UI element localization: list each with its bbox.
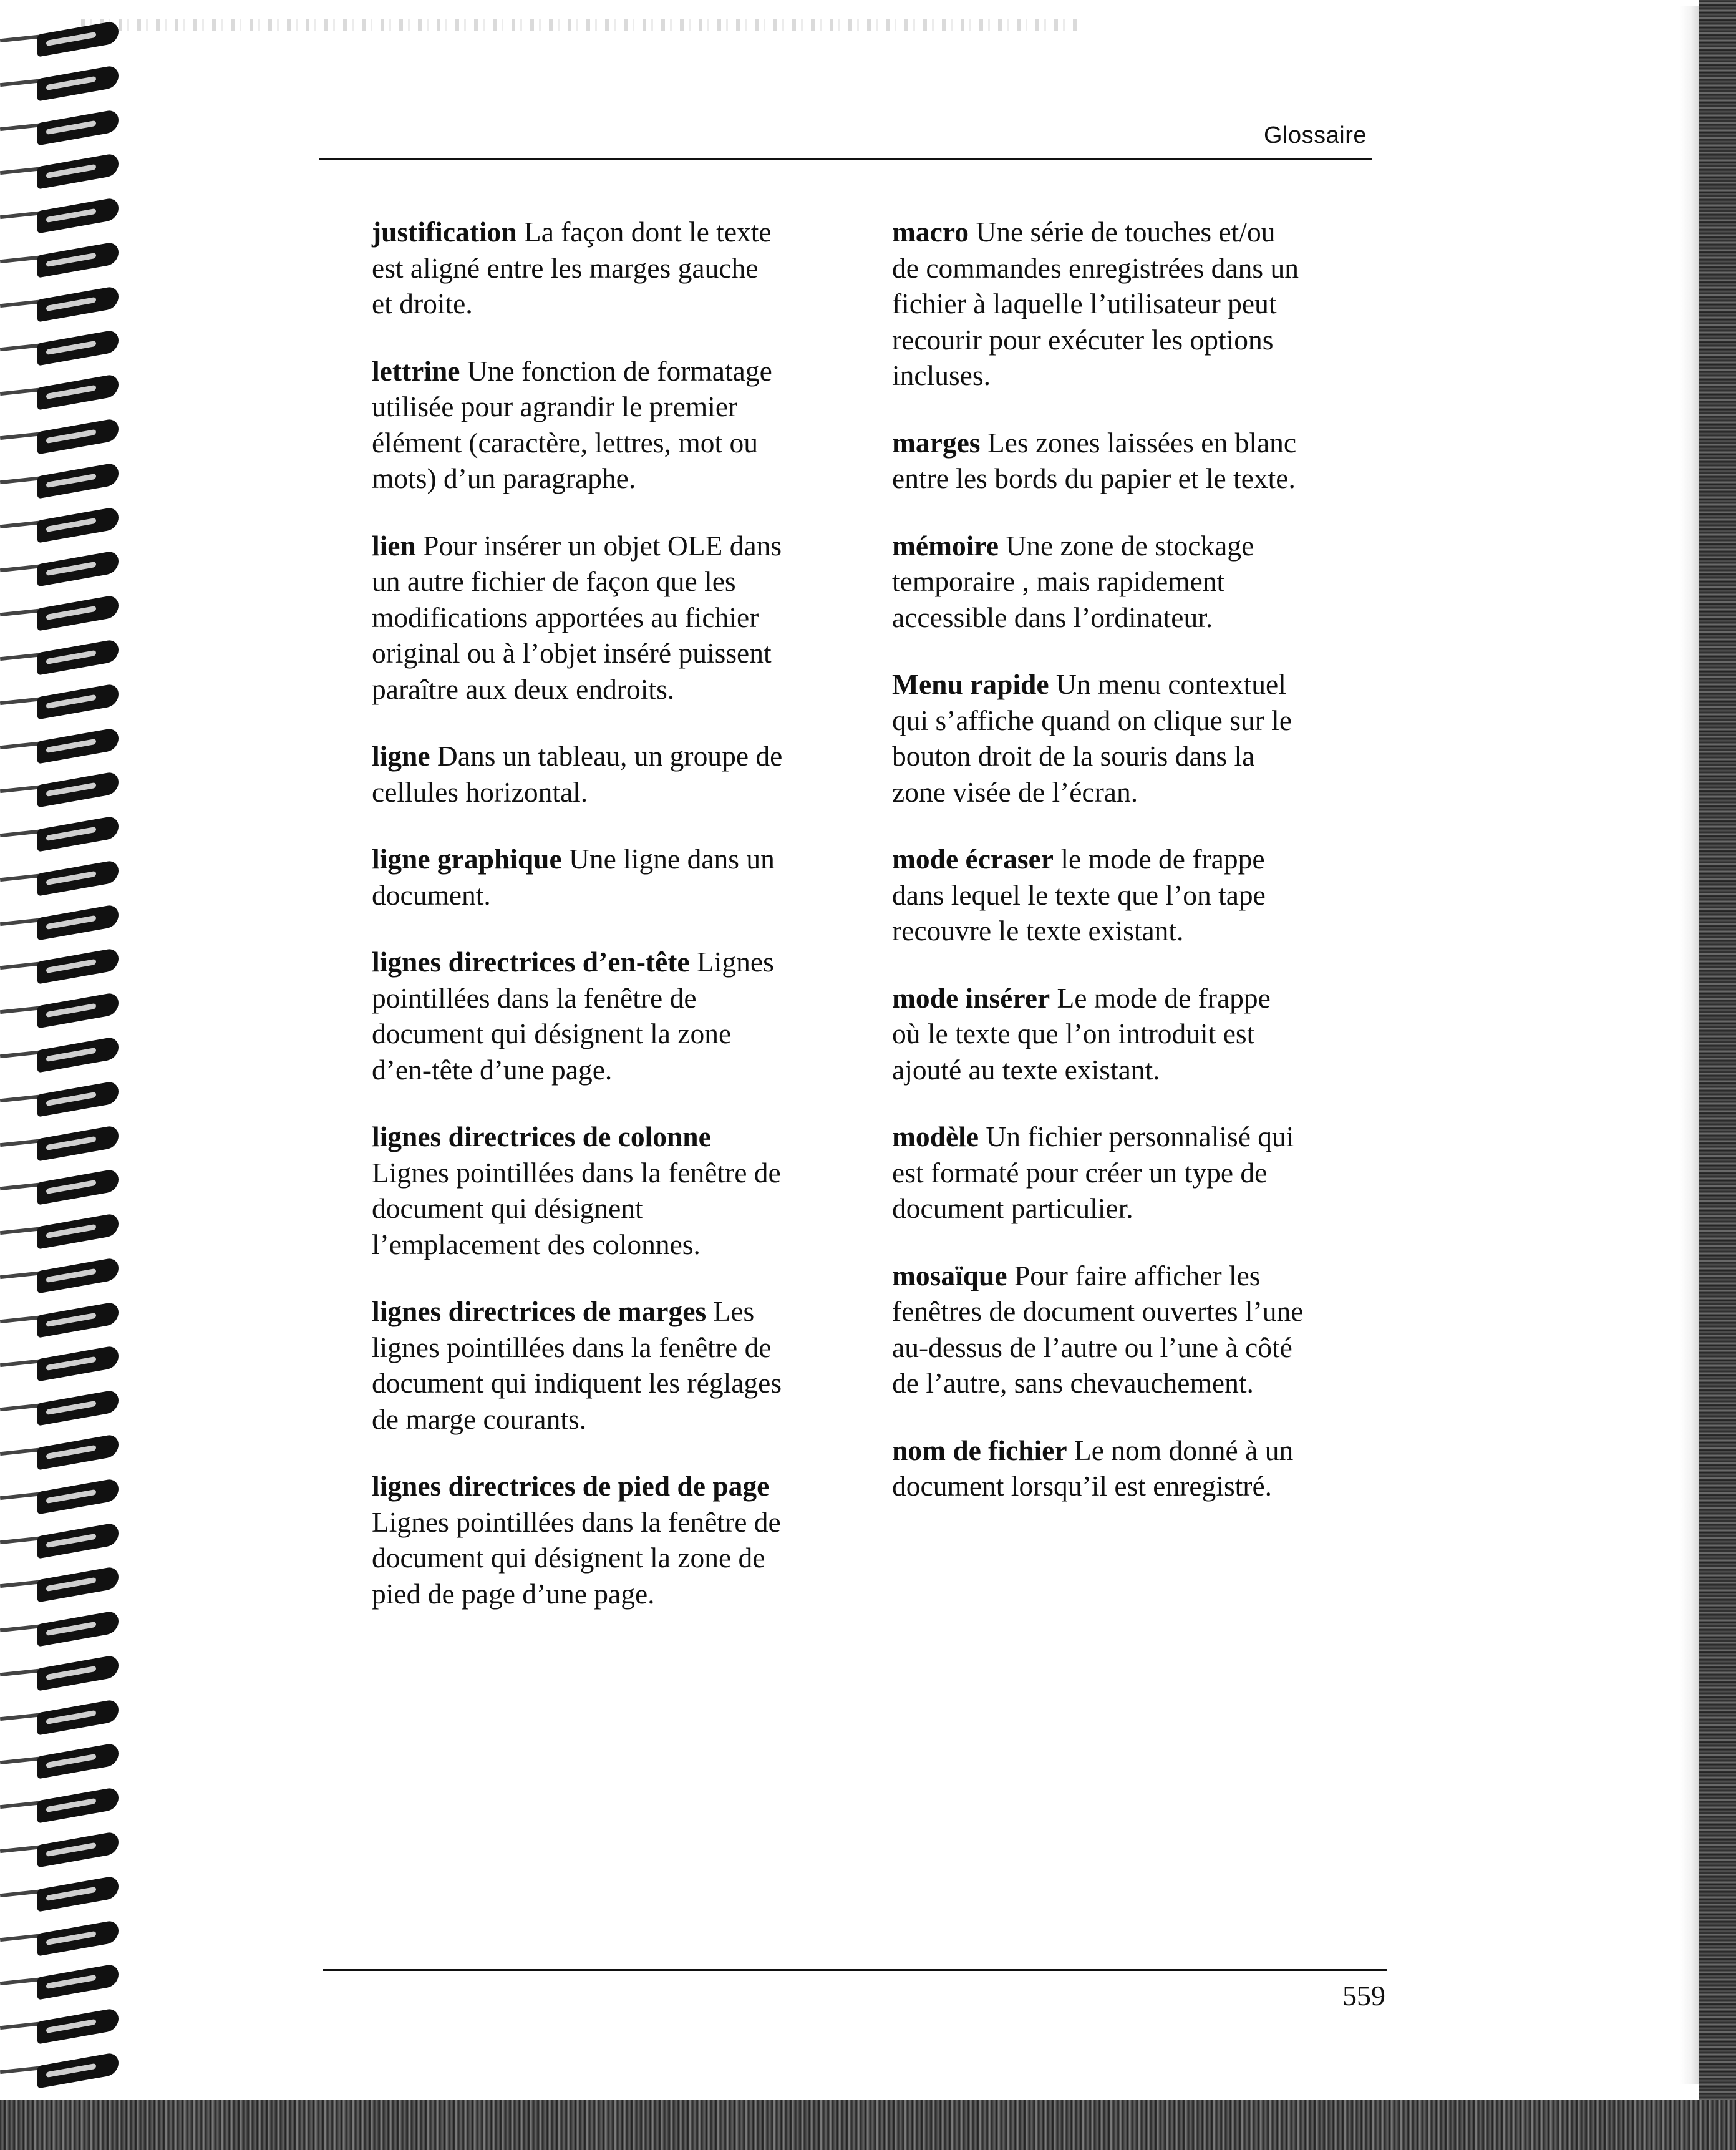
binding-coil (0, 952, 125, 980)
binding-coil (0, 1570, 125, 1598)
binding-coil (0, 1703, 125, 1731)
binding-coil (0, 2012, 125, 2040)
glossary-column-left (372, 214, 783, 1643)
glossary-entry (892, 980, 1304, 1088)
glossary-entry (892, 841, 1304, 949)
binding-coil (0, 1791, 125, 1819)
glossary-entry (372, 353, 783, 497)
binding-coil (0, 1659, 125, 1686)
binding-coil (0, 996, 125, 1024)
glossary-term: lignes directrices de pied de page (372, 1470, 770, 1502)
glossary-definition: Une zone de stockage temporaire , mais rapidement accessible dans l’ordinateur. (892, 529, 1254, 633)
glossary-entry (892, 528, 1304, 636)
binding-coil (0, 290, 125, 318)
binding-coil (0, 114, 125, 141)
glossary-entry (892, 1258, 1304, 1401)
scan-edge-right (1699, 0, 1736, 2150)
glossary-entry (372, 1119, 783, 1262)
glossary-term: mosaïque (892, 1259, 1007, 1291)
glossary-term: modèle (892, 1121, 979, 1152)
glossary-definition: Un fichier personnalisé qui est formaté pour créer un type de document particulier. (892, 1121, 1294, 1224)
binding-coil (0, 1527, 125, 1554)
binding-coil (0, 1306, 125, 1333)
glossary-term: macro (892, 216, 969, 248)
binding-coil (0, 1747, 125, 1774)
glossary-term: lignes directrices d’en-tête (372, 946, 690, 978)
glossary-term: ligne graphique (372, 843, 562, 875)
glossary-definition: Les zones laissées en blanc entre les bords du papier et le texte. (892, 426, 1297, 494)
glossary-term: ligne (372, 740, 430, 772)
binding-coil (0, 1262, 125, 1289)
glossary-entry (892, 1433, 1304, 1504)
glossary-entry (372, 944, 783, 1087)
binding-coil (0, 1880, 125, 1907)
glossary-column-right (892, 214, 1304, 1535)
binding-coil (0, 1350, 125, 1377)
binding-coil (0, 776, 125, 803)
glossary-term: Menu rapide (892, 668, 1049, 700)
binding-coil (0, 599, 125, 626)
glossary-definition: Lignes pointillées dans la fenêtre de document qui désignent la zone de pied de page d’une page. (372, 1505, 781, 1610)
binding-coil (0, 1836, 125, 1863)
binding-coil (0, 555, 125, 582)
binding-coil (0, 334, 125, 361)
binding-coil (0, 1173, 125, 1200)
glossary-term: mode insérer (892, 981, 1050, 1014)
glossary-term: nom de fichier (892, 1434, 1067, 1466)
binding-coil (0, 1041, 125, 1068)
binding-coil (0, 864, 125, 892)
glossary-entry (372, 214, 783, 322)
binding-coil (0, 511, 125, 538)
glossary-definition: Lignes pointillées dans la fenêtre de document qui désignent la zone d’en-tête d’une page. (372, 946, 774, 1086)
glossary-definition: Pour faire afficher les fenêtres de document ouvertes l’une au-dessus de l’autre ou l’une à côté de l’autre, sans chevauchement. (892, 1259, 1304, 1399)
glossary-definition: Pour insérer un objet OLE dans un autre fichier de façon que les modifications apportées au fichier original ou à l’objet inséré puissent paraître aux deux endroits. (372, 529, 782, 705)
glossary-definition: Le mode de frappe où le texte que l’on introduit est ajouté au texte existant. (892, 981, 1271, 1086)
glossary-definition: Les lignes pointillées dans la fenêtre de document qui indiquent les réglages de marge courants. (372, 1295, 782, 1435)
binding-coil (0, 1924, 125, 1952)
glossary-entry (372, 1293, 783, 1437)
glossary-entry (892, 214, 1304, 394)
glossary-definition: Dans un tableau, un groupe de cellules horizontal. (372, 740, 783, 808)
glossary-definition: le mode de frappe dans lequel le texte que l’on tape recouvre le texte existant. (892, 843, 1266, 946)
glossary-entry (892, 1119, 1304, 1227)
binding-coil (0, 2056, 125, 2084)
glossary-term: marges (892, 426, 981, 459)
page-edge-shadow (1680, 6, 1699, 2084)
running-head: Glossaire (1264, 122, 1367, 148)
binding-coil (0, 908, 125, 936)
footer-rule (323, 1969, 1387, 1971)
glossary-definition: Une fonction de formatage utilisée pour agrandir le premier élément (caractère, lettres, mot ou mots) d’un paragraphe. (372, 354, 772, 494)
binding-coil (0, 1615, 125, 1642)
binding-coil (0, 69, 125, 97)
binding-coil (0, 467, 125, 494)
binding-coil (0, 732, 125, 759)
binding-coil (0, 1217, 125, 1245)
glossary-entry (372, 528, 783, 708)
page-number: 559 (1342, 1980, 1385, 2011)
binding-coil (0, 202, 125, 229)
binding-coil (0, 1394, 125, 1421)
glossary-term: mode écraser (892, 843, 1054, 875)
binding-coil (0, 1085, 125, 1112)
glossary-definition: Lignes pointillées dans la fenêtre de document qui désignent l’emplacement des colonnes. (372, 1156, 781, 1260)
binding-coil (0, 643, 125, 671)
glossary-term: lignes directrices de colonne (372, 1121, 711, 1152)
binding-coil (0, 1968, 125, 1995)
glossary-definition: La façon dont le texte est aligné entre les marges gauche et droite. (372, 216, 772, 319)
glossary-term: lettrine (372, 354, 460, 387)
binding-coil (0, 820, 125, 847)
binding-coil (0, 378, 125, 406)
glossary-entry (892, 666, 1304, 810)
scan-noise-top (81, 19, 1079, 31)
glossary-term: lignes directrices de marges (372, 1295, 707, 1327)
glossary-term: justification (372, 216, 517, 248)
binding-coil (0, 1482, 125, 1510)
spiral-binding (0, 25, 125, 2084)
scan-edge-bottom (0, 2100, 1736, 2150)
glossary-term: mémoire (892, 529, 999, 562)
binding-coil (0, 246, 125, 273)
glossary-entry (372, 1468, 783, 1612)
glossary-definition: Une ligne dans un document. (372, 843, 775, 911)
binding-coil (0, 1438, 125, 1466)
binding-coil (0, 157, 125, 185)
header-rule (319, 158, 1372, 160)
glossary-entry (892, 425, 1304, 497)
glossary-entry (372, 738, 783, 810)
glossary-definition: Le nom donné à un document lorsqu’il est enregistré. (892, 1434, 1294, 1502)
binding-coil (0, 1129, 125, 1157)
glossary-definition: Une série de touches et/ou de commandes enregistrées dans un fichier à laquelle l’utilisateur peut recourir pour exécuter les options incluses. (892, 216, 1299, 391)
binding-coil (0, 25, 125, 52)
binding-coil (0, 688, 125, 715)
glossary-definition: Un menu contextuel qui s’affiche quand on clique sur le bouton droit de la souris dans la zone visée de l’écran. (892, 668, 1292, 808)
binding-coil (0, 422, 125, 450)
glossary-term: lien (372, 529, 416, 562)
glossary-entry (372, 841, 783, 913)
